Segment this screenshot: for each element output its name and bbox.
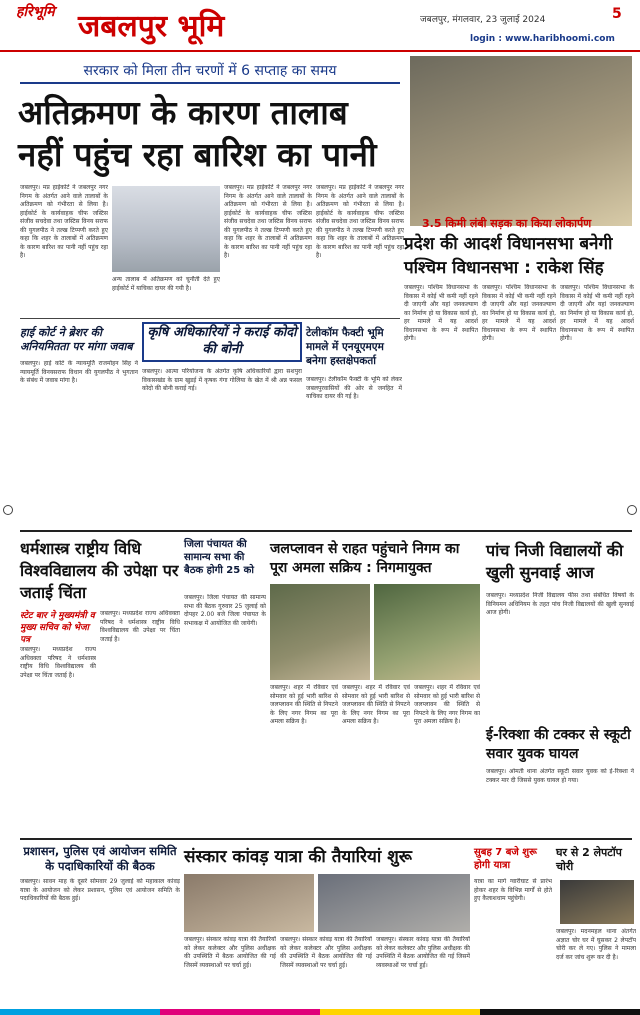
lead-headline (18, 92, 403, 176)
lead-headline-line1: अतिक्रमण के कारण तालाब (18, 93, 348, 132)
dharma-red-deck: स्टेट बार ने मुख्यमंत्री व मुख्य सचिव को भेजा पत्र (20, 611, 95, 645)
divider (20, 838, 632, 840)
vidhansabha-body-col3: जबलपुर। पश्चिम विधानसभा के विकास में कोई भी कमी नहीं रहने दी जाएगी और यहां जनकल्याण का निर्माण हो या विकास कार्य हो, हर मामले में यह आदर्श विधानसभा के रूप में स्थापित होगी। (560, 284, 634, 342)
registration-mark (3, 505, 13, 515)
lead-headline-line2: नहीं पहुंच रहा बारिश का पानी (18, 135, 377, 174)
meeting-body: जबलपुर। सावन माह के दूसरे सोमवार 29 जुलाई को महाकाल कांवड़ यात्रा के आयोजन को लेकर प्रशासन, पुलिस एवं आयोजन समिति के पदाधिकारियों की बैठक हुई। (20, 878, 180, 902)
krishi-headline: कृषि अधिकारियों ने कराई कोदो की बोनी (147, 325, 297, 357)
laptop-body: जबलपुर। मदनमहल थाना अंतर्गत अज्ञात चोर घर में घुसकर 2 लेपटॉप चोरी कर ले गए। पुलिस ने मामला दर्ज कर जांच शुरू कर दी है। (556, 928, 636, 961)
lead-body-col2: जबलपुर। मप्र हाईकोर्ट ने जबलपुर नगर निगम के अंतर्गत आने वाले तालाबों के अतिक्रमण को गंभीरता से लिया है। हाईकोर्ट के कार्यवाहक चीफ जस्टिस संजीव सचदेवा तथा जस्टिस विनय सराफ की युगलपीठ ने तल्ख टिप्पणी करते हुए कहा कि शहर के तालाबों में अतिक्रमण के कारण बारिश का पानी नहीं पहुंच रहा है। (224, 184, 312, 259)
school-headline: पांच निजी विद्यालयों की खुली सुनवाई आज (486, 541, 624, 582)
telecom-body: जबलपुर। टेलीकॉम फैक्टी के भूमि को लेकर जबलपुरवासियों की ओर से जनहित में याचिका दायर की गई है। (306, 376, 402, 400)
vidhansabha-body-col2: जबलपुर। पश्चिम विधानसभा के विकास में कोई भी कमी नहीं रहने दी जाएगी और यहां जनकल्याण का निर्माण हो या विकास कार्य हो, हर मामले में यह आदर्श विधानसभा के रूप में स्थापित होगी। (482, 284, 556, 342)
inauguration-photo (410, 56, 632, 226)
laptop-headline: घर से 2 लेपटॉप चोरी (556, 846, 622, 873)
erickshaw-headline: ई-रिक्शा की टक्कर से स्कूटी सवार युवक घायल (486, 727, 631, 762)
page-number: 5 (612, 6, 622, 22)
flood-body-col1: जबलपुर। शहर में रविवार एवं सोमवार को हुई भारी बारिश से जलप्लावन की स्थिति से निपटने के लिए नगर निगम का पूरा अमला सक्रिय है। (270, 684, 338, 725)
flood-body-col2: जबलपुर। शहर में रविवार एवं सोमवार को हुई भारी बारिश से जलप्लावन की स्थिति से निपटने के लिए नगर निगम का पूरा अमला सक्रिय है। (342, 684, 410, 725)
kanwar-photo-1 (184, 874, 314, 932)
lead-kicker: सरकार को मिला तीन चरणों में 6 सप्ताह का समय (20, 58, 400, 84)
dateline: जबलपुर, मंगलवार, 23 जुलाई 2024 (420, 15, 546, 25)
flood-body-col3: जबलपुर। शहर में रविवार एवं सोमवार को हुई भारी बारिश से जलप्लावन की स्थिति से निपटने के लिए नगर निगम का पूरा अमला सक्रिय है। (414, 684, 480, 725)
vidhansabha-headline: प्रदेश की आदर्श विधानसभा बनेगी पश्चिम विधानसभा : राकेश सिंह (404, 234, 613, 278)
vidhansabha-body-col1: जबलपुर। पश्चिम विधानसभा के विकास में कोई भी कमी नहीं रहने दी जाएगी और यहां जनकल्याण का निर्माण हो या विकास कार्य हो, हर मामले में यह आदर्श विधानसभा के रूप में स्थापित होगी। (404, 284, 478, 342)
panchayat-headline: जिला पंचायत की सामान्य सभा की बैठक होगी 25 को (184, 539, 254, 576)
building-photo (112, 186, 220, 272)
kanwar-body-col1: जबलपुर। संस्कार कांवड़ यात्रा की तैयारियों को लेकर कलेक्टर और पुलिस अधीक्षक की उपस्थिति में बैठक आयोजित की गई जिसमें व्यवस्थाओं पर चर्चा हुई। (184, 936, 276, 969)
kanwar-body-col3: जबलपुर। संस्कार कांवड़ यात्रा की तैयारियों को लेकर कलेक्टर और पुलिस अधीक्षक की उपस्थिति में बैठक आयोजित की गई जिसमें व्यवस्थाओं पर चर्चा हुई। (376, 936, 470, 969)
registration-mark (627, 505, 637, 515)
brand-title: जबलपुर भूमि (78, 9, 225, 44)
dharma-headline: धर्मशास्त्र राष्ट्रीय विधि विश्वविद्यालय की उपेक्षा पर जताई चिंता (20, 539, 179, 602)
kanwar-headline: संस्कार कांवड़ यात्रा की तैयारियां शुरू (184, 847, 412, 867)
flood-photo-2 (374, 584, 480, 680)
krishi-body: जबलपुर। आत्मा परियोजना के अंतर्गत कृषि अधिकारियों द्वारा सशपुरा विकासखंड के ग्राम खुडई में कृषक गंगा गोलिया के खेत में श्री अन्न फसल कोदो की बोनी कराई गई। (142, 368, 302, 392)
kanwar-body-col2: जबलपुर। संस्कार कांवड़ यात्रा की तैयारियों को लेकर कलेक्टर और पुलिस अधीक्षक की उपस्थिति में बैठक आयोजित की गई जिसमें व्यवस्थाओं पर चर्चा हुई। (280, 936, 372, 969)
login-link[interactable]: login : www.haribhoomi.com (470, 34, 615, 44)
brand-small: हरिभूमि (16, 4, 55, 20)
flood-headline: जलप्लावन से राहत पहुंचाने निगम का पूरा अमला सक्रिय : निगमायुक्त (270, 541, 460, 576)
thief-illustration (560, 880, 634, 924)
divider (20, 318, 400, 319)
kanwar-photo-2 (318, 874, 470, 932)
hc-body: जबलपुर। हाई कोर्ट के न्यायमूर्ति राजमोहन सिंह ने न्यायमूर्ति विनयसराफ विधान की युगलपीठ ने भुगतान के संबंध में जवाब मांगा है। (20, 360, 138, 384)
lead-body-col1: जबलपुर। मप्र हाईकोर्ट ने जबलपुर नगर निगम के अंतर्गत आने वाले तालाबों के अतिक्रमण को गंभीरता से लिया है। हाईकोर्ट के कार्यवाहक चीफ जस्टिस संजीव सचदेवा तथा जस्टिस विनय सराफ की युगलपीठ ने तल्ख टिप्पणी करते हुए कहा कि शहर के तालाबों में अतिक्रमण के कारण बारिश का पानी नहीं पहुंच रहा है। (20, 184, 108, 259)
meeting-headline: प्रशासन, पुलिस एवं आयोजन समिति के पदाधिकारियों की बैठक (23, 844, 177, 873)
flood-photo-1 (270, 584, 370, 680)
lead-photo-caption: अन्य तालाब में अतिक्रमण को चुनौती देते हुए हाईकोर्ट में याचिका दायर की गयी है। (112, 276, 220, 292)
school-body: जबलपुर। मध्यप्रदेश निजी विद्यालय फीस तथा संबंधित विषयों के विनियमन अधिनियम के तहत पांच निजी विद्यालयों की खुली सुनवाई आज होगी। (486, 592, 634, 616)
route-headline: सुबह 7 बजे शुरू होगी यात्रा (474, 847, 537, 871)
panchayat-body: जबलपुर। जिला पंचायत की सामान्य सभा की बैठक गुरुवार 25 जुलाई को दोपहर 2.00 बजे जिला पंचायत के सभाकक्ष में आयोजित की जायेगी। (184, 594, 266, 627)
telecom-headline: टेलीकॉम फैक्टी भूमि मामले में एनयूएमएम बनेगा हस्तक्षेपकर्ता (306, 327, 384, 367)
divider (20, 530, 632, 532)
dharma-body-col2: जबलपुर। मध्यप्रदेश राज्य अधिवक्ता परिषद ने धर्मशास्त्र राष्ट्रीय विधि विश्वविद्यालय की उपेक्षा पर चिंता जताई है। (100, 610, 180, 643)
erickshaw-body: जबलपुर। ओमती थाना अंतर्गत स्कूटी सवार युवक को ई-रिक्शा ने टक्कर मार दी जिससे युवक घायल हो गया। (486, 768, 634, 784)
inauguration-caption: 3.5 किमी लंबी सड़क का किया लोकार्पण (422, 217, 592, 230)
lead-body-col3: जबलपुर। मप्र हाईकोर्ट ने जबलपुर नगर निगम के अंतर्गत आने वाले तालाबों के अतिक्रमण को गंभीरता से लिया है। हाईकोर्ट के कार्यवाहक चीफ जस्टिस संजीव सचदेवा तथा जस्टिस विनय सराफ की युगलपीठ ने तल्ख टिप्पणी करते हुए कहा कि शहर के तालाबों में अतिक्रमण के कारण बारिश का पानी नहीं पहुंच रहा है। (316, 184, 404, 259)
print-color-bar (0, 1009, 640, 1015)
hc-headline: हाई कोर्ट ने ब्रेशर की अनियमितता पर मांगा जवाब (20, 326, 133, 353)
dharma-body-col1: जबलपुर। मध्यप्रदेश राज्य अधिवक्ता परिषद ने धर्मशास्त्र राष्ट्रीय विधि विश्वविद्यालय की उपेक्षा पर चिंता जताई है। (20, 646, 96, 679)
route-body: यात्रा का मार्ग ग्वारीघाट से प्रारंभ होकर शहर के विभिन्न मार्गों से होते हुए कैलाशधाम पहुंचेगी। (474, 878, 552, 902)
